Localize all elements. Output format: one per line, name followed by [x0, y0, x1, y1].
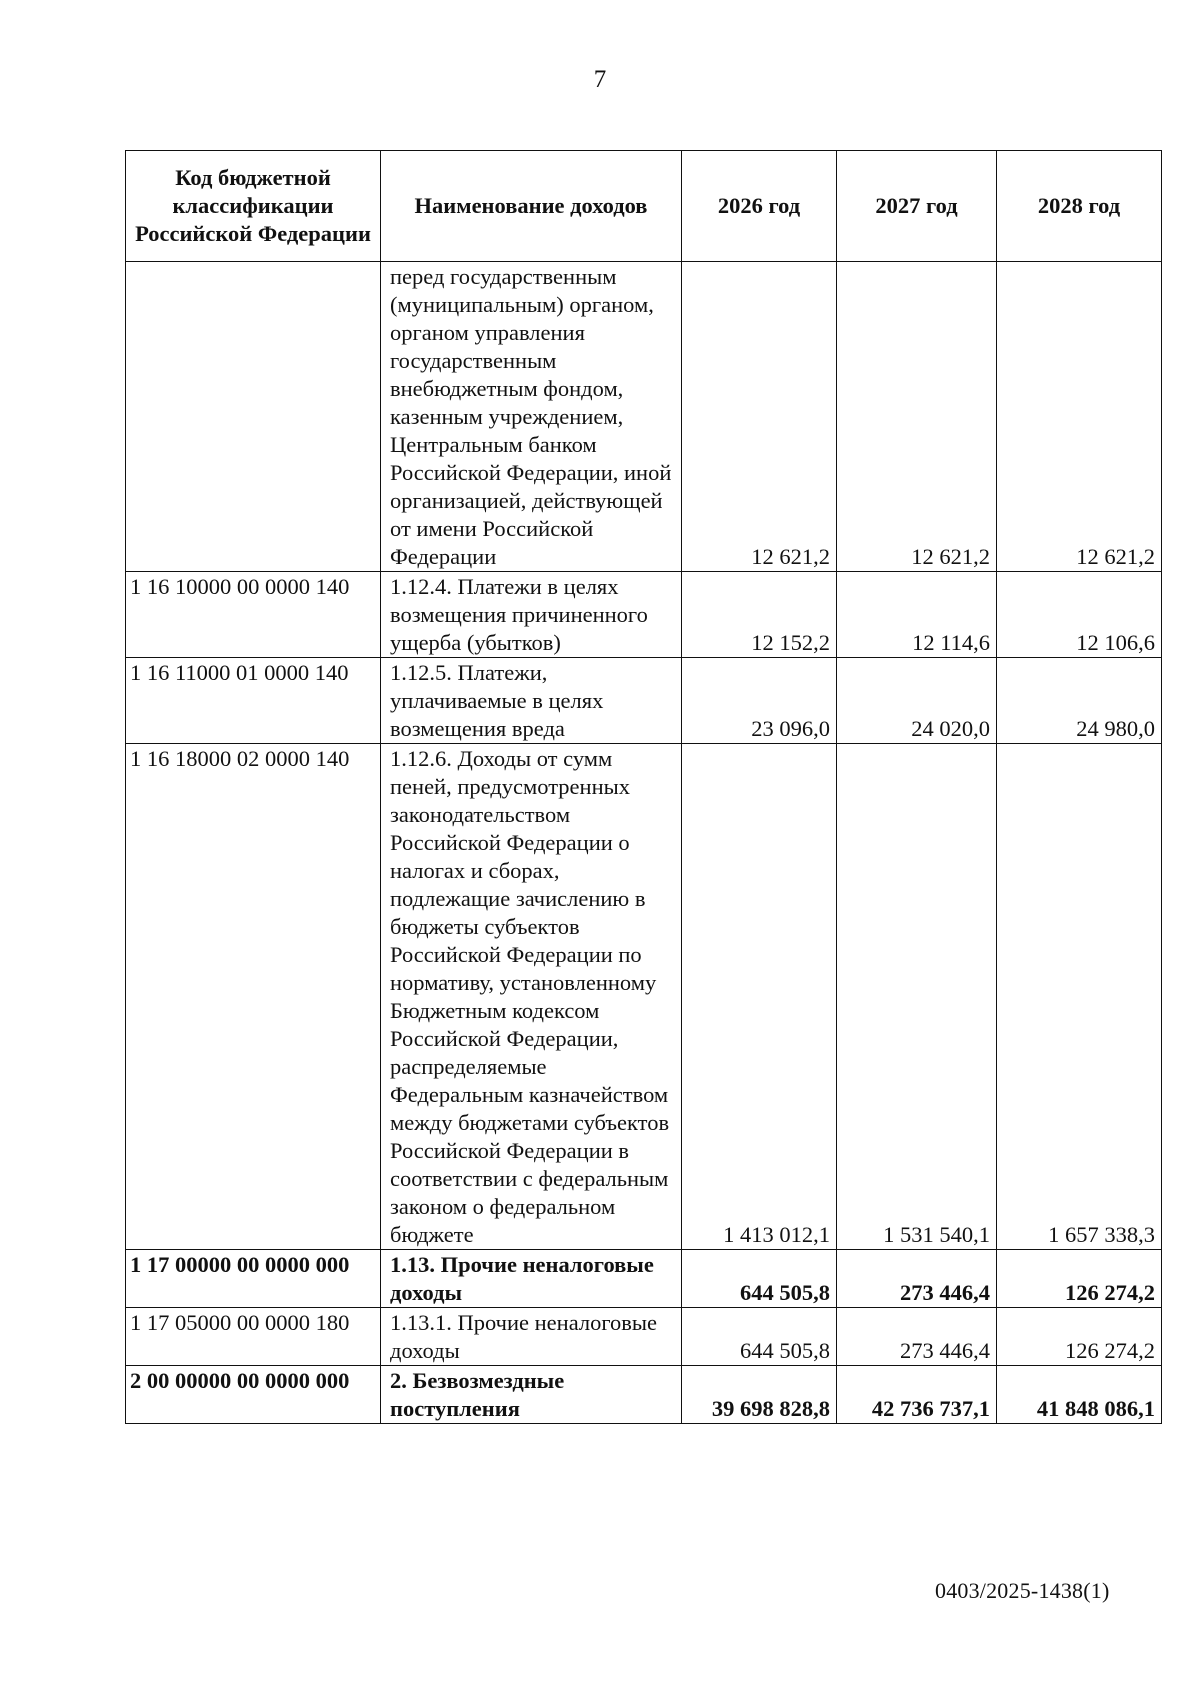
- header-year-2027: 2027 год: [837, 151, 997, 262]
- table-row: [126, 744, 1162, 1250]
- row-value-2026: 39 698 828,8: [682, 1366, 837, 1424]
- table-header-row: [126, 151, 1162, 262]
- revenue-table: [125, 150, 1162, 1424]
- row-value-2028: 1 657 338,3: [997, 744, 1162, 1250]
- row-code: 1 16 11000 01 0000 140: [126, 658, 381, 744]
- row-name: 1.12.6. Доходы от сумм пеней, предусмотренных законодательством Российской Федерации о налогах и сборах, подлежащие зачислению в бюджеты субъектов Российской Федерации по нормативу, установленному Бюджетным кодексом Российской Федерации, распределяемые Федеральным казначейством между бюджетами субъектов Российской Федерации в соответствии с федеральным законом о федеральном бюджете: [381, 744, 682, 1250]
- row-code: 1 17 05000 00 0000 180: [126, 1308, 381, 1366]
- page-number: 7: [593, 66, 607, 93]
- row-value-2027: 12 114,6: [837, 572, 997, 658]
- row-code: [126, 262, 381, 572]
- table-row: [126, 1308, 1162, 1366]
- table-row: [126, 262, 1162, 572]
- row-code: 1 16 10000 00 0000 140: [126, 572, 381, 658]
- row-value-2027: 42 736 737,1: [837, 1366, 997, 1424]
- row-value-2027: 24 020,0: [837, 658, 997, 744]
- row-name: 1.12.5. Платежи, уплачиваемые в целях возмещения вреда: [381, 658, 682, 744]
- table-row: [126, 572, 1162, 658]
- row-value-2026: 644 505,8: [682, 1308, 837, 1366]
- row-value-2026: 12 152,2: [682, 572, 837, 658]
- row-code: 2 00 00000 00 0000 000: [126, 1366, 381, 1424]
- table-row-total: [126, 1250, 1162, 1308]
- row-code: 1 16 18000 02 0000 140: [126, 744, 381, 1250]
- row-value-2027: 1 531 540,1: [837, 744, 997, 1250]
- row-value-2027: 12 621,2: [837, 262, 997, 572]
- row-value-2026: 1 413 012,1: [682, 744, 837, 1250]
- row-value-2028: 126 274,2: [997, 1308, 1162, 1366]
- row-value-2026: 644 505,8: [682, 1250, 837, 1308]
- row-value-2026: 12 621,2: [682, 262, 837, 572]
- document-id: 0403/2025-1438(1): [935, 1578, 1110, 1603]
- header-year-2026: 2026 год: [682, 151, 837, 262]
- row-name: 1.12.4. Платежи в целях возмещения причиненного ущерба (убытков): [381, 572, 682, 658]
- header-name: Наименование доходов: [381, 151, 682, 262]
- row-value-2028: 24 980,0: [997, 658, 1162, 744]
- row-value-2027: 273 446,4: [837, 1250, 997, 1308]
- header-code: Код бюджетной классификации Российской Федерации: [126, 151, 381, 262]
- row-name: перед государственным (муниципальным) органом, органом управления государственным внебюджетным фондом, казенным учреждением, Центральным банком Российской Федерации, иной организацией, действующей от имени Российской Федерации: [381, 262, 682, 572]
- row-code: 1 17 00000 00 0000 000: [126, 1250, 381, 1308]
- row-value-2028: 126 274,2: [997, 1250, 1162, 1308]
- header-year-2028: 2028 год: [997, 151, 1162, 262]
- row-name: 2. Безвозмездные поступления: [381, 1366, 682, 1424]
- row-value-2028: 41 848 086,1: [997, 1366, 1162, 1424]
- row-name: 1.13.1. Прочие неналоговые доходы: [381, 1308, 682, 1366]
- table-row-total: [126, 1366, 1162, 1424]
- row-name: 1.13. Прочие неналоговые доходы: [381, 1250, 682, 1308]
- table-row: [126, 658, 1162, 744]
- row-value-2028: 12 106,6: [997, 572, 1162, 658]
- row-value-2027: 273 446,4: [837, 1308, 997, 1366]
- row-value-2026: 23 096,0: [682, 658, 837, 744]
- row-value-2028: 12 621,2: [997, 262, 1162, 572]
